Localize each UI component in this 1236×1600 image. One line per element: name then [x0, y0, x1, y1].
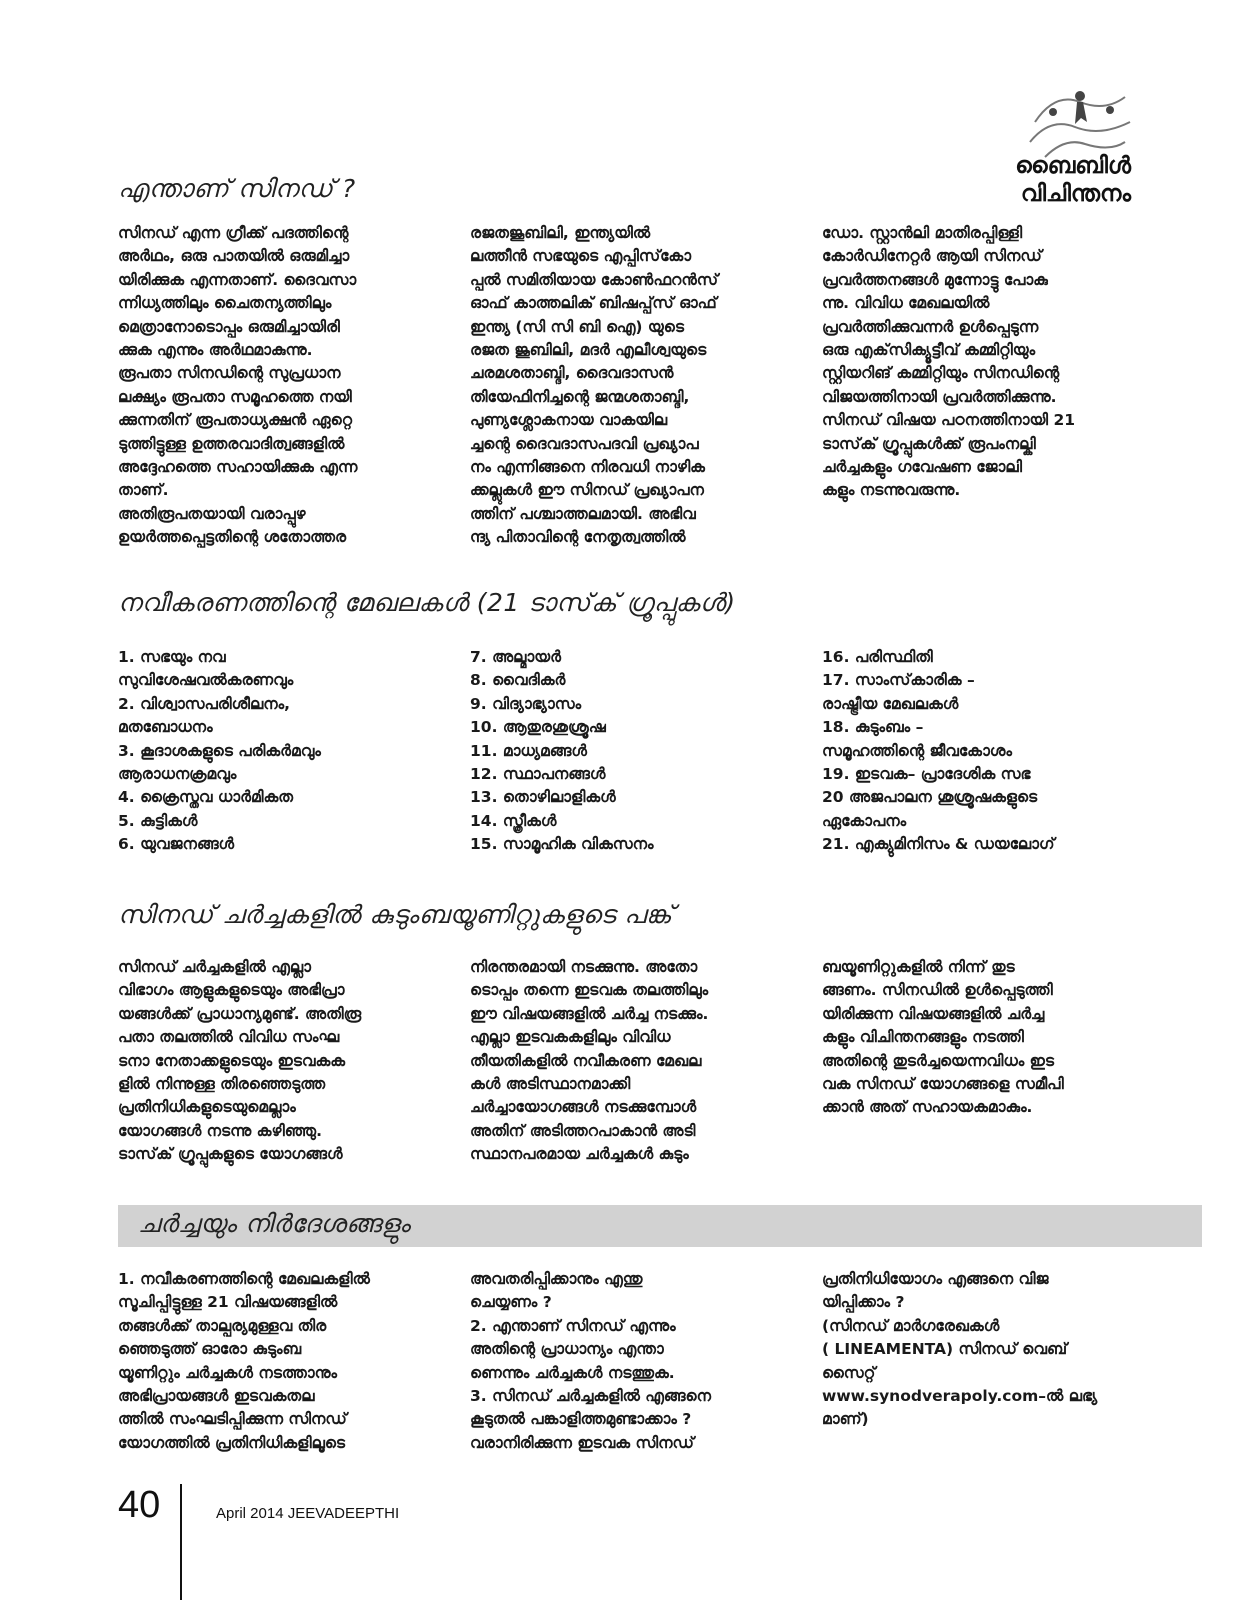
list-item: 4. ക്രൈസ്തവ ധാർമികത — [118, 788, 294, 807]
brand-title — [1015, 152, 1131, 208]
text-line: നിരന്തരമായി നടക്കുന്നു. അതോ — [470, 958, 698, 976]
section4-column-2 — [470, 1268, 711, 1455]
text-line: ക്കുന്നതിന് രൂപതാധ്യക്ഷൻ ഏറ്റെ — [118, 411, 353, 430]
text-line: ചർച്ചായോഗങ്ങൾ നടക്കുമ്പോൾ — [470, 1098, 697, 1117]
text-line: ലക്ഷ്യം രൂപതാ സമൂഹത്തെ നയി — [118, 387, 352, 406]
text-line: ന്നിധ്യത്തിലും ചൈതന്യത്തിലും — [118, 294, 332, 313]
text-line: പ്രവർത്തിക്കുവന്നർ ഉൾപ്പെടുന്ന — [822, 317, 1039, 336]
list-item: 19. ഇടവക– പ്രാദേശിക സഭ — [822, 764, 1031, 783]
section1-column-3 — [822, 222, 1075, 503]
list-item: 15. സാമൂഹിക വികസനം — [470, 835, 654, 854]
text-line: അഭിപ്രായങ്ങൾ ഇടവകതല — [118, 1386, 315, 1405]
list-item: 17. സാംസ്‌കാരിക – — [822, 671, 975, 690]
section-title-what-is-synod: എന്താണ് സിനഡ് ? — [118, 174, 356, 203]
section3-column-2 — [470, 956, 708, 1167]
text-line: വക സിനഡ് യോഗങ്ങളെ സമീപി — [822, 1074, 1064, 1093]
text-line: ണെന്നും ചർച്ചകൾ നടത്തുക. — [470, 1363, 675, 1382]
text-line: രജത ജൂബിലി, മദർ എലീശ്വയുടെ — [470, 340, 707, 359]
text-line: കോർഡിനേറ്റർ ആയി സിനഡ് — [822, 247, 1042, 266]
text-line: ഒരു എക്‌സിക്യൂട്ടീവ് കമ്മിറ്റിയും — [822, 340, 1036, 359]
text-line: സൈറ്റ് — [822, 1363, 876, 1382]
text-line: അർഥം, ഒരു പാതയിൽ ഒരുമിച്ചാ — [118, 247, 350, 266]
text-line: ചെയ്യണം ? — [470, 1293, 552, 1312]
text-line: ത്തിന് പശ്ചാത്തലമായി. അഭിവ — [470, 504, 696, 523]
text-line: രജതജൂബിലി, ഇന്ത്യയിൽ — [470, 224, 651, 242]
list-item: 6. യുവജനങ്ങൾ — [118, 835, 235, 854]
text-line: സിനഡ് ചർച്ചകളിൽ എല്ലാ — [118, 958, 311, 976]
text-line: തീയതികളിൽ നവീകരണ മേഖല — [470, 1051, 702, 1070]
brand-line-2: വിചിന്തനം — [1020, 181, 1131, 207]
text-line: കൾ അടിസ്ഥാനമാക്കി — [470, 1074, 631, 1093]
text-line: നം എന്നിങ്ങനെ നിരവധി നാഴിക — [470, 457, 705, 476]
list-item: 10. ആതുരശുശ്രൂഷ — [470, 718, 606, 737]
text-line: ഞ്ഞെടുത്ത് ഓരോ കുടുംബ — [118, 1340, 302, 1359]
text-line: പ്രവർത്തനങ്ങൾ മുന്നോട്ടു പോകു — [822, 270, 1048, 289]
text-line: രൂപതാ സിനഡിന്റെ സുപ്രധാന — [118, 364, 341, 383]
section3-column-3 — [822, 956, 1064, 1120]
text-line: സ്റ്റിയറിങ് കമ്മിറ്റിയും സിനഡിന്റെ — [822, 364, 1060, 383]
text-line: മെത്രാനോടൊപ്പം ഒരുമിച്ചായിരി — [118, 317, 340, 336]
list-item: 16. പരിസ്ഥിതി — [822, 648, 933, 666]
text-line: ചരമശതാബ്ദി, ദൈവദാസൻ — [470, 364, 674, 383]
text-line: യൂണിറ്റും ചർച്ചകൾ നടത്താനും — [118, 1363, 338, 1382]
text-line: ച്ചന്റെ ദൈവദാസപദവി പ്രഖ്യാപ — [470, 434, 699, 453]
text-line: ഉയർത്തപ്പെട്ടതിന്റെ ശതോത്തര — [118, 528, 347, 547]
text-line: കളും നടന്നുവരുന്നു. — [822, 481, 961, 500]
text-line: മാണ്) — [822, 1410, 869, 1429]
brand-line-1: ബൈബിൾ — [1015, 153, 1131, 179]
section-title-family-units: സിനഡ് ചർച്ചകളിൽ കുടുംബയൂണിറ്റുകളുടെ പങ്ക് — [118, 900, 673, 929]
text-line: ക്കല്ലുകൾ ഈ സിനഡ് പ്രഖ്യാപന — [470, 481, 704, 500]
text-line: യോഗങ്ങൾ നടന്നു കഴിഞ്ഞു. — [118, 1121, 322, 1140]
text-line: തിയേഫിനിച്ചന്റെ ജന്മശതാബ്ദി, — [470, 387, 690, 406]
list-item: 1. സഭയും നവ — [118, 648, 226, 666]
section2-column-3 — [822, 646, 1055, 857]
text-line: എല്ലാ ഇടവകകളിലും വിവിധ — [470, 1028, 671, 1047]
section2-column-1 — [118, 646, 321, 857]
list-item: 11. മാധ്യമങ്ങൾ — [470, 741, 587, 760]
issue-label: April 2014 JEEVADEEPTHI — [216, 1505, 400, 1522]
text-line: 3. സിനഡ് ചർച്ചകളിൽ എങ്ങനെ — [470, 1386, 711, 1405]
text-line: യിരിക്കുക എന്നതാണ്. ദൈവസാ — [118, 270, 357, 289]
list-item: 12. സ്ഥാപനങ്ങൾ — [470, 764, 606, 783]
text-line: താണ്. — [118, 481, 169, 500]
list-item: മതബോധനം — [118, 718, 213, 737]
text-line: അതിന് അടിത്തറപാകാൻ അടി — [470, 1121, 696, 1140]
list-item: 3. കൂദാശകളുടെ പരികർമവും — [118, 741, 321, 760]
text-line: ലത്തീൻ സഭയുടെ എപ്പിസ്‌കോ — [470, 247, 692, 266]
text-line: പതാ തലത്തിൽ വിവിധ സംഘ — [118, 1028, 340, 1047]
text-line: 2. എന്താണ് സിനഡ് എന്നും — [470, 1316, 676, 1335]
text-line: ക്കാൻ അത് സഹായകമാകും. — [822, 1098, 1033, 1117]
text-line: ന്ദ്യ പിതാവിന്റെ നേതൃത്വത്തിൽ — [470, 528, 686, 547]
dancing-figures-icon — [1025, 82, 1135, 162]
text-line: ഈ വിഷയങ്ങളിൽ ചർച്ച നടക്കും. — [470, 1004, 709, 1023]
text-line: ങ്ങണം. സിനഡിൽ ഉൾപ്പെടുത്തി — [822, 981, 1053, 1000]
list-item: 8. വൈദികർ — [470, 671, 566, 690]
text-line: അദ്ദേഹത്തെ സഹായിക്കുക എന്ന — [118, 457, 358, 476]
text-line: പ്രതിനിധികളുടെയുമെല്ലാം — [118, 1098, 296, 1117]
text-line: ബയൂണിറ്റുകളിൽ നിന്ന് തുട — [822, 958, 1015, 976]
text-line: അതിന്റെ പ്രാധാന്യം എന്താ — [470, 1340, 664, 1359]
list-item: 14. സ്ത്രീകൾ — [470, 811, 557, 830]
section1-column-1 — [118, 222, 357, 549]
list-item: 21. എക്യുമിനിസം & ഡയലോഗ് — [822, 835, 1055, 854]
list-item: 2. വിശ്വാസപരിശീലനം, — [118, 694, 291, 713]
text-line: കൂടുതൽ പങ്കാളിത്തമുണ്ടാക്കാം ? — [470, 1410, 692, 1429]
list-item: 7. അല്മായർ — [470, 648, 561, 666]
text-line: യിപ്പിക്കാം ? — [822, 1293, 905, 1312]
list-item: 18. കുടുംബം – — [822, 718, 924, 737]
list-item: ഏകോപനം — [822, 811, 907, 830]
text-line: യോഗത്തിൽ പ്രതിനിധികളിലൂടെ — [118, 1433, 346, 1452]
text-line: 1. നവീകരണത്തിന്റെ മേഖലകളിൽ — [118, 1270, 370, 1288]
text-line: തങ്ങൾക്ക് താല്പര്യമുള്ളവ തിര — [118, 1316, 327, 1335]
list-item: 20 അജപാലന ശുശ്രൂഷകളുടെ — [822, 788, 1038, 807]
text-line: ( LINEAMENTA) സിനഡ് വെബ് — [822, 1340, 1068, 1359]
section4-column-3 — [822, 1268, 1097, 1432]
text-line: വരാനിരിക്കുന്ന ഇടവക സിനഡ് — [470, 1433, 694, 1452]
text-line: പുണ്യശ്ലോകനായ വാകയില — [470, 411, 668, 430]
text-line: ത്തിൽ സംഘടിപ്പിക്കുന്ന സിനഡ് — [118, 1410, 347, 1429]
text-line: സിനഡ് എന്ന ഗ്രീക്ക് പദത്തിന്റെ — [118, 224, 349, 242]
section2-column-2 — [470, 646, 654, 857]
text-line: സ്ഥാനപരമായ ചർച്ചകൾ കുടും — [470, 1145, 689, 1164]
text-line: അവതരിപ്പിക്കാനും എന്തു — [470, 1270, 643, 1288]
list-item: 9. വിദ്യാഭ്യാസം — [470, 694, 582, 713]
text-line: സിനഡ് വിഷയ പഠനത്തിനായി 21 — [822, 411, 1076, 430]
discussion-header-band — [118, 1205, 1202, 1247]
text-line: ടൊപ്പം തന്നെ ഇടവക തലത്തിലും — [470, 981, 709, 1000]
list-item: സുവിശേഷവൽകരണവും — [118, 671, 294, 690]
text-line: സൂചിപ്പിട്ടുള്ള 21 വിഷയങ്ങളിൽ — [118, 1293, 338, 1312]
section3-column-1 — [118, 956, 361, 1167]
text-line: ന്നു. വിവിധ മേഖലയിൽ — [822, 294, 990, 313]
list-item: 5. കുട്ടികൾ — [118, 811, 198, 830]
text-line: ടാസ്‌ക് ഗ്രൂപ്പുകളുടെ യോഗങ്ങൾ — [118, 1145, 343, 1164]
text-line: ഓഫ് കാത്തലിക് ബിഷപ്പ്‌സ് ഓഫ് — [470, 294, 717, 313]
section-title-renewal-areas: നവീകരണത്തിന്റെ മേഖലകൾ (21 ടാസ്‌ക് ഗ്രൂപ്പുകൾ) — [118, 588, 736, 617]
section-title-discussion: ചർച്ചയും നിർദേശങ്ങളും — [138, 1209, 411, 1238]
text-line: അതിന്റെ തുടർച്ചയെന്നവിധം ഇട — [822, 1051, 1055, 1070]
text-line: www.synodverapoly.com–ൽ ലഭ്യ — [822, 1386, 1098, 1405]
text-line: വിജയത്തിനായി പ്രവർത്തിക്കുന്നു. — [822, 387, 1057, 406]
text-line: ചർച്ചകളും ഗവേഷണ ജോലി — [822, 457, 1023, 476]
text-line: യിരിക്കുന്ന വിഷയങ്ങളിൽ ചർച്ച — [822, 1004, 1045, 1023]
text-line: (സിനഡ് മാർഗരേഖകൾ — [822, 1316, 1000, 1335]
text-line: ളിൽ നിന്നുള്ള തിരഞ്ഞെടുത്ത — [118, 1074, 326, 1093]
text-line: അതിരൂപതയായി വരാപ്പുഴ — [118, 504, 306, 523]
footer-divider — [180, 1484, 182, 1600]
text-line: ടാസ്‌ക് ഗ്രൂപ്പുകൾക്ക് രൂപംനല്കി — [822, 434, 1036, 453]
text-line: ടുത്തിട്ടുള്ള ഉത്തരവാദിത്വങ്ങളിൽ — [118, 434, 345, 453]
text-line: പ്രതിനിധിയോഗം എങ്ങനെ വിജ — [822, 1270, 1049, 1288]
text-line: ക്കുക എന്നും അർഥമാകുന്നു. — [118, 340, 313, 359]
list-item: 13. തൊഴിലാളികൾ — [470, 788, 616, 807]
text-line: വിഭാഗം ആളുകളുടെയും അഭിപ്രാ — [118, 981, 345, 1000]
text-line: കളും വിചിന്തനങ്ങളും നടത്തി — [822, 1028, 1024, 1047]
text-line: ടനാ നേതാക്കളുടെയും ഇടവകക — [118, 1051, 346, 1070]
text-line: പ്പൽ സമിതിയായ കോൺഫറൻസ് — [470, 270, 718, 289]
text-line: ഡോ. സ്റ്റാൻലി മാതിരപ്പിള്ളി — [822, 224, 1023, 242]
section1-column-2 — [470, 222, 718, 549]
page-number: 40 — [118, 1484, 161, 1526]
list-item: ആരാധനക്രമവും — [118, 764, 237, 783]
text-line: യങ്ങൾക്ക് പ്രാധാന്യമുണ്ട്. അതിരൂ — [118, 1004, 362, 1023]
section4-column-1 — [118, 1268, 370, 1455]
list-item: സമൂഹത്തിന്റെ ജീവകോശം — [822, 741, 1012, 760]
text-line: ഇന്ത്യ (സി സി ബി ഐ) യുടെ — [470, 317, 684, 336]
list-item: രാഷ്ട്രീയ മേഖലകൾ — [822, 694, 959, 713]
